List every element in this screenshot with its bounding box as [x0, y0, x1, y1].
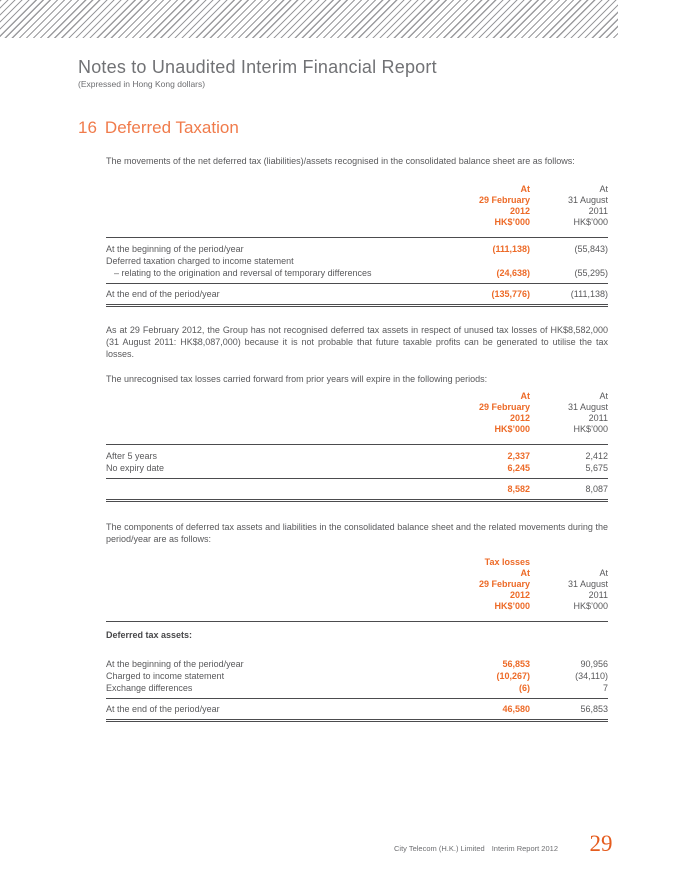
- total-row: [106, 483, 608, 495]
- value-2011: [530, 255, 608, 267]
- value-2011: (55,295): [574, 268, 608, 278]
- value-2011: 56,853: [580, 704, 608, 714]
- expiry-intro-paragraph: The unrecognised tax losses carried forward from prior years will expire in the following periods:: [106, 374, 488, 384]
- components-table: [106, 557, 608, 722]
- value-2012: (6): [519, 683, 530, 693]
- column-header-2011: At 31 August 2011 HK$’000: [567, 391, 608, 434]
- table-row: [106, 682, 608, 694]
- column-header-2012: At 29 February 2012 HK$’000: [478, 391, 530, 434]
- row-label: At the beginning of the period/year: [106, 244, 244, 254]
- total-row-wrap: [106, 699, 608, 719]
- value-2012: (10,267): [496, 671, 530, 681]
- table-row: [106, 670, 608, 682]
- row-label: Charged to income statement: [106, 671, 225, 681]
- value-2011: 5,675: [585, 463, 608, 473]
- table-row: [106, 462, 608, 474]
- row-label: At the beginning of the period/year: [106, 659, 244, 669]
- column-header-tax-losses-2012: Tax losses At 29 February 2012 HK$’000: [430, 557, 530, 612]
- column-header-2011: At 31 August 2011 HK$’000: [567, 568, 608, 611]
- column-header-2012: At 29 February 2012 HK$’000: [478, 184, 530, 227]
- deferred-tax-assets-label: Deferred tax assets:: [106, 630, 193, 640]
- company-name: City Telecom (H.K.) Limited: [393, 844, 485, 853]
- page-number: 29: [589, 831, 613, 856]
- value-2012: (111,138): [492, 244, 530, 254]
- table-row: [106, 450, 608, 462]
- value-2012: 46,580: [502, 704, 530, 714]
- table-row: [106, 255, 608, 267]
- components-table-header: [106, 557, 608, 621]
- row-label: Deferred taxation charged to income statement: [106, 256, 294, 266]
- movements-intro-paragraph: The movements of the net deferred tax (liabilities)/assets recognised in the consolidated balance sheet are as follows:: [106, 156, 575, 166]
- bottom-double-rule: [106, 304, 608, 307]
- value-2012: 8,582: [507, 484, 530, 494]
- section-heading: [78, 118, 680, 137]
- value-2012: 6,245: [507, 463, 530, 473]
- bottom-double-rule: [106, 499, 608, 502]
- section-title: Deferred Taxation: [104, 118, 239, 137]
- value-2012: (135,776): [491, 289, 530, 299]
- report-name: Interim Report 2012: [491, 844, 558, 853]
- row-label: Exchange differences: [106, 683, 193, 693]
- table-row: [106, 267, 608, 279]
- bottom-double-rule: [106, 719, 608, 722]
- total-row-wrap: [106, 479, 608, 499]
- expiry-table: [106, 391, 608, 502]
- page-content: [106, 155, 608, 722]
- section-label-row: [106, 622, 608, 641]
- row-label: After 5 years: [106, 451, 158, 461]
- value-2011: (55,843): [574, 244, 608, 254]
- movements-table-header: [106, 184, 608, 237]
- expiry-table-body: [106, 445, 608, 478]
- value-2011: 7: [602, 683, 608, 693]
- movements-table-body: [106, 238, 608, 283]
- value-2011: (111,138): [570, 289, 608, 299]
- section-number: 16: [78, 118, 97, 137]
- report-subtitle: (Expressed in Hong Kong dollars): [78, 79, 206, 89]
- movements-table: [106, 184, 608, 307]
- value-2012: (24,638): [496, 268, 530, 278]
- table-row: [106, 243, 608, 255]
- table-row: [106, 658, 608, 670]
- components-table-body: [106, 653, 608, 698]
- column-header-2011: At 31 August 2011 HK$’000: [567, 184, 608, 227]
- value-2011: 2,412: [585, 451, 608, 461]
- value-2011: 8,087: [585, 484, 608, 494]
- value-2012: 56,853: [502, 659, 530, 669]
- value-2011: (34,110): [575, 671, 608, 681]
- components-intro-paragraph: The components of deferred tax assets and liabilities in the consolidated balance sheet and the related movements during the period/year are as follows:: [106, 522, 608, 544]
- total-row: [106, 703, 608, 715]
- value-2011: 90,956: [580, 659, 608, 669]
- total-row-wrap: [106, 284, 608, 304]
- total-row: [106, 288, 608, 300]
- table-row: [106, 629, 608, 641]
- row-label: At the end of the period/year: [106, 704, 220, 714]
- row-label: No expiry date: [106, 463, 165, 473]
- unused-losses-paragraph: As at 29 February 2012, the Group has not recognised deferred tax assets in respect of unused tax losses of HK$8,582,000 (31 August 2011: HK$8,087,000) because it is not probable that future taxable profits can be generated to utilise the tax losses.: [106, 325, 608, 359]
- row-label: At the end of the period/year: [106, 289, 220, 299]
- row-label: – relating to the origination and reversal of temporary differences: [114, 268, 372, 278]
- footer: [106, 844, 558, 853]
- value-2012: 2,337: [507, 451, 530, 461]
- expiry-table-header: [106, 391, 608, 444]
- value-2012: [430, 255, 530, 267]
- diagonal-stripe-banner: [0, 0, 618, 38]
- report-title: Notes to Unaudited Interim Financial Report: [78, 57, 437, 77]
- group-header: Tax losses: [484, 557, 530, 567]
- row-label: [106, 483, 430, 495]
